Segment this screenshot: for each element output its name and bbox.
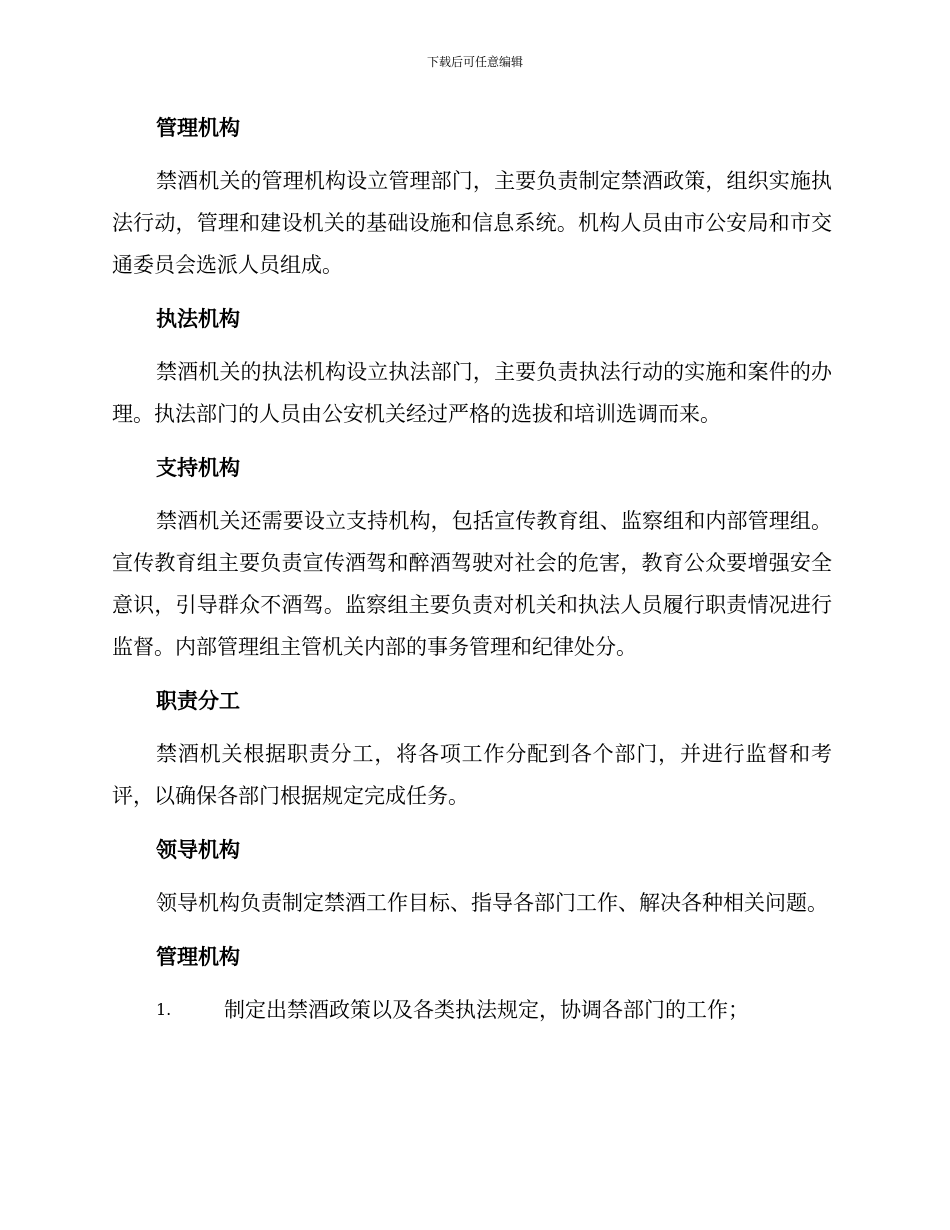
section-paragraph: 禁酒机关还需要设立支持机构，包括宣传教育组、监察组和内部管理组。宣传教育组主要负责宣传酒驾和醉酒驾驶对社会的危害，教育公众要增强安全意识，引导群众不酒驾。监察组主要负责对机关和执法人员履行职责情况进行监督。内部管理组主管机关内部的事务管理和纪律处分。 (112, 509, 832, 659)
section-heading: 支持机构 (156, 456, 240, 480)
section-paragraph: 领导机构负责制定禁酒工作目标、指导各部门工作、解决各种相关问题。 (156, 891, 828, 915)
section-heading: 管理机构 (156, 116, 240, 140)
list-item-text: 制定出禁酒政策以及各类执法规定，协调各部门的工作； (224, 998, 749, 1022)
section-paragraph: 禁酒机关的管理机构设立管理部门，主要负责制定禁酒政策，组织实施执法行动，管理和建设机关的基础设施和信息系统。机构人员由市公安局和市交通委员会选派人员组成。 (112, 169, 832, 277)
section-heading: 管理机构 (156, 945, 240, 969)
section-paragraph: 禁酒机关根据职责分工，将各项工作分配到各个部门，并进行监督和考评，以确保各部门根据规定完成任务。 (112, 742, 832, 808)
page-header: 下载后可任意编辑 (426, 55, 523, 69)
list-item (112, 989, 832, 1031)
section-heading: 职责分工 (156, 689, 240, 713)
section-heading: 执法机构 (156, 307, 240, 331)
section-heading: 领导机构 (156, 838, 240, 862)
document-body (112, 108, 832, 1031)
section-paragraph: 禁酒机关的执法机构设立执法部门，主要负责执法行动的实施和案件的办理。执法部门的人员由公安机关经过严格的选拔和培训选调而来。 (112, 360, 832, 426)
list-item-number: 1. (156, 1000, 172, 1019)
